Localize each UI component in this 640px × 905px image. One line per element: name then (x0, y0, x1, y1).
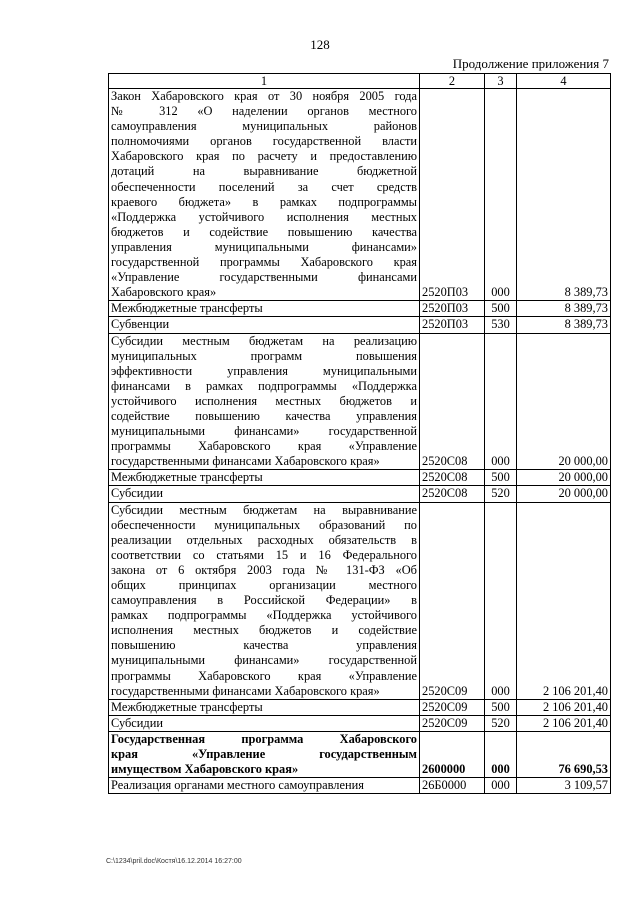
row-name-line: программы Хабаровского края «Управление (111, 439, 417, 454)
row-type-cell: 530 (485, 317, 517, 333)
row-type-cell: 000 (485, 89, 517, 301)
row-name-line: Закон Хабаровского края от 30 ноября 2005 года (111, 89, 417, 103)
table-row (109, 470, 611, 486)
table-row (109, 715, 611, 731)
row-name-line: закона от 6 октября 2003 года № 131-ФЗ «Об (111, 562, 417, 577)
row-amount-cell: 20 000,00 (517, 333, 611, 470)
row-name-line: полномочиями органов государственной власти (111, 134, 417, 149)
row-code-cell: 2520П03 (420, 317, 485, 333)
row-name-line: «Управление государственными финансами (111, 270, 417, 285)
row-amount-cell: 8 389,73 (517, 89, 611, 301)
row-name-line: обеспеченности муниципальных образований по (111, 517, 417, 532)
row-name-line: Хабаровского края по расчету и предоставлению (111, 149, 417, 164)
table-row (109, 301, 611, 317)
row-name-line: управления муниципальными финансами» (111, 239, 417, 254)
row-name-line: «Поддержка устойчивого исполнения местных (111, 209, 417, 224)
row-name-line: финансами в рамках подпрограммы «Поддержка (111, 378, 417, 393)
row-name-cell (109, 486, 420, 502)
row-name-line: муниципальными финансами» государственной (111, 653, 417, 668)
row-code-cell: 2520П03 (420, 301, 485, 317)
budget-table (108, 73, 611, 794)
row-name-line: Хабаровского края» (111, 285, 217, 300)
row-code-cell: 2520С08 (420, 333, 485, 470)
row-name-line: общих принципах организации местного (111, 578, 417, 592)
row-name-line: № 312 «О наделении органов местного (111, 104, 417, 119)
row-name-line: Субсидии местным бюджетам на выравнивание (111, 502, 417, 517)
row-name-cell (109, 715, 420, 731)
row-name-cell (109, 470, 420, 486)
row-code-cell: 2520С08 (420, 486, 485, 502)
row-type-cell: 000 (485, 778, 517, 794)
row-name-line: муниципальных программ повышения (111, 348, 417, 363)
table-body (109, 89, 611, 794)
row-name-cell (109, 89, 420, 301)
row-type-cell: 500 (485, 699, 517, 715)
row-name-line: исполнения местных бюджетов и содействие (111, 623, 417, 638)
row-code-cell: 2520С08 (420, 470, 485, 486)
row-amount-cell: 20 000,00 (517, 470, 611, 486)
table-row (109, 699, 611, 715)
row-name-cell (109, 502, 420, 699)
row-code-cell: 2520С09 (420, 715, 485, 731)
row-name-line: Реализация органами местного самоуправления (111, 778, 364, 793)
page-number: 128 (310, 37, 330, 52)
row-amount-cell: 8 389,73 (517, 301, 611, 317)
row-name-line: Межбюджетные трансферты (111, 470, 263, 485)
row-name-line: государственными финансами Хабаровского края» (111, 683, 380, 698)
row-name-cell (109, 731, 420, 777)
row-name-line: края «Управление государственным (111, 747, 417, 762)
row-name-line: самоуправления в Российской Федерации» в (111, 593, 417, 608)
row-name-line: Субсидии (111, 715, 163, 730)
table-row (109, 731, 611, 777)
row-amount-cell: 2 106 201,40 (517, 699, 611, 715)
header-cell-type: 3 (485, 74, 517, 89)
row-type-cell: 500 (485, 470, 517, 486)
row-code-cell: 26Б0000 (420, 778, 485, 794)
row-name-line: эффективности управления муниципальными (111, 363, 417, 378)
row-amount-cell: 20 000,00 (517, 486, 611, 502)
row-name-line: имуществом Хабаровского края» (111, 762, 299, 777)
table-row (109, 486, 611, 502)
table-row (109, 502, 611, 699)
row-amount-cell: 2 106 201,40 (517, 715, 611, 731)
row-amount-cell: 2 106 201,40 (517, 502, 611, 699)
row-type-cell: 520 (485, 715, 517, 731)
row-name-line: дотаций на выравнивание бюджетной (111, 164, 417, 179)
row-name-line: Государственная программа Хабаровского (111, 731, 417, 746)
row-name-line: Межбюджетные трансферты (111, 699, 263, 714)
row-name-cell (109, 699, 420, 715)
row-name-line: устойчивого исполнения местных бюджетов и (111, 393, 417, 408)
row-name-cell (109, 333, 420, 470)
row-name-line: краевого бюджета» в рамках подпрограммы (111, 194, 417, 209)
header-cell-code: 2 (420, 74, 485, 89)
row-type-cell: 000 (485, 502, 517, 699)
row-type-cell: 520 (485, 486, 517, 502)
row-name-line: Субсидии (111, 486, 163, 501)
row-amount-cell: 76 690,53 (517, 731, 611, 777)
row-name-line: программы Хабаровского края «Управление (111, 668, 417, 683)
row-code-cell: 2520С09 (420, 699, 485, 715)
row-name-line: рамках подпрограммы «Поддержка устойчивого (111, 608, 417, 623)
row-name-line: Субвенции (111, 317, 170, 332)
table-row (109, 317, 611, 333)
row-name-line: реализации отдельных расходных обязательств в (111, 532, 417, 547)
row-code-cell: 2600000 (420, 731, 485, 777)
row-amount-cell: 3 109,57 (517, 778, 611, 794)
row-name-cell (109, 317, 420, 333)
row-type-cell: 500 (485, 301, 517, 317)
table-row (109, 778, 611, 794)
file-path-footer: C:\1234\pril.doc\Костя\16.12.2014 16:27:00 (106, 858, 242, 865)
row-name-line: обеспеченности поселений за счет средств (111, 179, 417, 194)
header-cell-name: 1 (109, 74, 420, 89)
row-name-line: государственными финансами Хабаровского края» (111, 454, 380, 469)
table-header-row (109, 74, 611, 89)
row-name-line: самоуправления муниципальных районов (111, 119, 417, 134)
row-name-line: соответствии со статьями 15 и 16 Федерального (111, 547, 417, 562)
row-name-line: Межбюджетные трансферты (111, 301, 263, 316)
row-code-cell: 2520П03 (420, 89, 485, 301)
row-name-cell (109, 778, 420, 794)
table-row (109, 333, 611, 470)
continuation-label: Продолжение приложения 7 (452, 56, 609, 71)
row-name-line: государственной программы Хабаровского края (111, 255, 417, 270)
table-row (109, 89, 611, 301)
row-name-line: бюджетов и содействие повышению качества (111, 224, 417, 239)
row-name-line: содействие повышению качества управления (111, 408, 417, 423)
row-amount-cell: 8 389,73 (517, 317, 611, 333)
header-cell-amount: 4 (517, 74, 611, 89)
row-name-line: Субсидии местным бюджетам на реализацию (111, 333, 417, 348)
row-name-line: муниципальными финансами» государственной (111, 424, 417, 439)
row-type-cell: 000 (485, 731, 517, 777)
row-code-cell: 2520С09 (420, 502, 485, 699)
row-name-line: повышению качества управления (111, 638, 417, 653)
row-name-cell (109, 301, 420, 317)
row-type-cell: 000 (485, 333, 517, 470)
